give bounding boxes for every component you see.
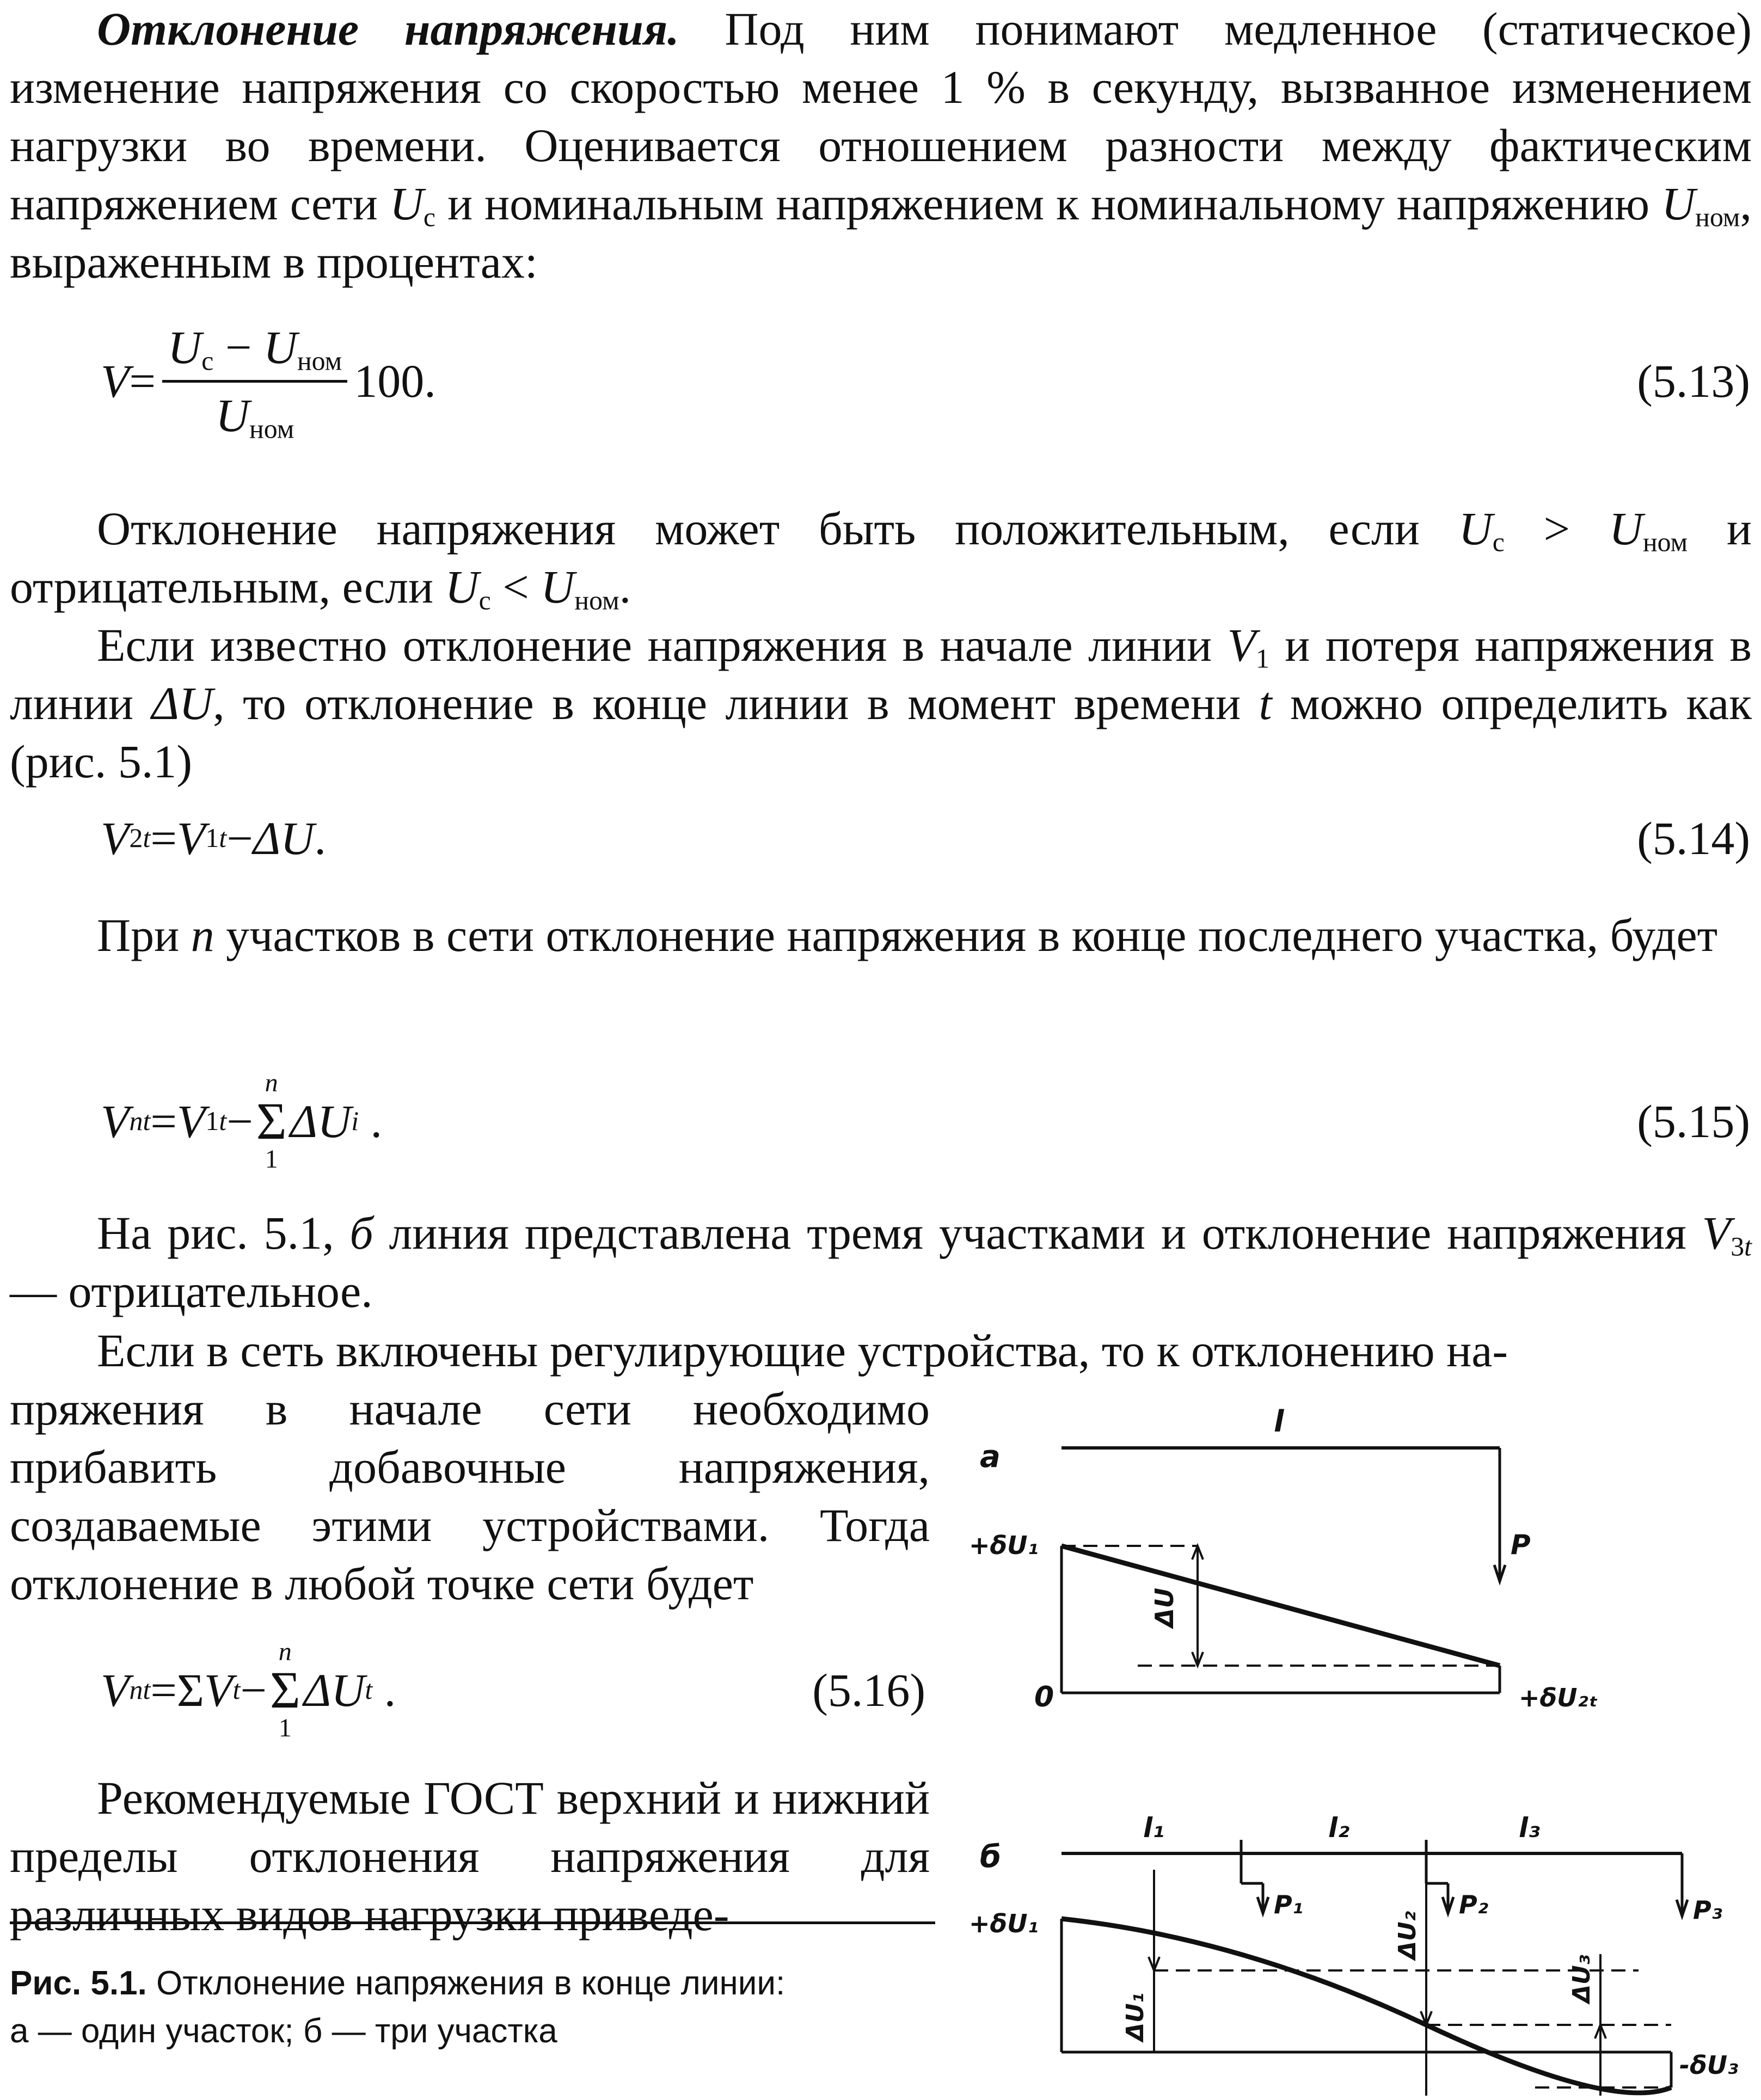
digit: 2 [129,823,143,853]
paragraph-definition [10,0,1752,291]
subscript: ном [574,585,619,616]
subscript [1731,1231,1752,1261]
text: При [97,909,191,961]
symbol: U [168,321,202,373]
numerator [162,320,347,383]
paragraph-sign [10,500,1752,616]
symbol: i [351,1106,359,1136]
symbol: U [541,561,575,613]
symbol: t [219,1106,227,1136]
operator: − [213,321,263,373]
formula [101,1625,396,1755]
symbol: t [143,823,151,853]
paragraph-line-end [10,616,1752,791]
term-heading: Отклонение напряжения. [97,3,679,55]
text: На рис. 5.1, [97,1207,350,1259]
symbol: ΔU [303,1664,365,1716]
text: и отрицательным, если [10,502,1752,613]
subscript: ном [297,345,342,376]
figure-5-1-drawing [958,1399,1758,2096]
symbol: t [143,1675,151,1705]
symbol: U [445,561,479,613]
label-P: P [1511,1529,1531,1561]
figure-caption [10,1960,946,2055]
label-minus-dU3: -δU₃ [1679,2050,1739,2080]
symbol: t [143,1106,151,1136]
label-dU3: ΔU₃ [1568,1954,1596,2003]
text: линия представлена тремя участками и отклонение напряжения [373,1207,1702,1259]
equation-5-16 [0,1625,936,1755]
paragraph-regulators-line1 [10,1322,1752,1380]
symbol: V [101,1095,130,1147]
symbol: V [204,1664,233,1716]
symbol: t [232,1675,241,1705]
label-zero: 0 [1034,1681,1054,1714]
period: . [359,1095,383,1147]
text: Под ним понимают медленное (статическое) изменение напряжения со скоростью менее 1 % в секунду, вызванное изменением нагрузки во времени. Оценивается отношением разности между фактическим напряжением сети [10,3,1752,230]
label-l3: l₃ [1519,1812,1541,1844]
formula [101,1056,382,1187]
label-plus-dU1-a: +δU₁ [969,1531,1039,1560]
lower-limit: 1 [265,1144,278,1174]
symbol: б [349,1207,373,1259]
subscript: ном [1695,202,1740,232]
subscript: ном [249,413,294,444]
symbol: ΔU [151,677,213,729]
subscript: с [1492,527,1505,557]
subscript: с [201,345,214,376]
symbol: V [101,355,130,407]
operator: = [150,1664,177,1716]
label-a: а [980,1439,1001,1475]
digit: 3 [1731,1231,1745,1262]
text: Если в сеть включены регулирующие устройства, то к отклонению на- [97,1324,1508,1377]
symbol: U [1458,502,1493,555]
paragraph-regulators [10,1380,930,1613]
sum-operator [270,1639,300,1741]
text: Отклонение напряжения может быть положительным, если [97,502,1459,555]
operator: > [1504,502,1609,555]
symbol: U [215,389,250,441]
text: участков в сети отклонение напряжения в конце последнего участка, будет [214,909,1718,961]
caption-line-1 [10,1960,946,2007]
text: — отрицательное. [10,1265,373,1317]
paragraph-gost [10,1769,930,1944]
sigma: Σ [269,1661,300,1720]
caption-line-2: а — один участок; б — три участка [10,2012,557,2050]
symbol: U [1609,502,1643,555]
period: . [372,1664,396,1716]
caption-label: Рис. 5.1. [10,1964,147,2002]
equation-5-15 [0,1056,1761,1187]
equation-number: (5.16) [812,1664,925,1716]
symbol: U [389,177,424,230]
constant: 100. [354,355,436,407]
label-P1: P₁ [1274,1890,1303,1919]
label-P3: P₃ [1693,1895,1722,1925]
text: и номинальным напряжением к номинальному напряжению [435,177,1662,230]
subscript: с [478,585,491,616]
symbol: n [191,909,214,961]
sigma: Σ [176,1664,204,1716]
label-l: l [1274,1404,1284,1439]
text: и потеря напряжения в линии [10,619,1752,729]
symbol: ΔU [253,812,315,864]
sum-operator [256,1070,287,1172]
lower-limit: 1 [278,1713,292,1742]
operator: < [490,561,541,613]
label-plus-dU2t: +δU₂ₜ [1519,1683,1598,1712]
equation-5-14 [0,784,1761,893]
text: , выраженным в процентах: [10,177,1752,288]
caption-rule [10,1921,935,1924]
subscript: 1 [1255,643,1269,674]
symbol: V [101,1664,130,1716]
text: пряжения в начале сети необходимо прибавить добавочные напряжения, создаваемые этими устройствами. Тогда отклонение в любой точке сети будет [10,1383,930,1610]
caption-text: Отклонение напряжения в конце линии: [146,1964,786,2002]
symbol: n [129,1106,143,1136]
symbol: t [219,823,227,853]
text: Если известно отклонение напряжения в начале линии [97,619,1228,671]
operator: − [226,812,253,864]
paragraph-n-sections [10,906,1752,965]
voltage-line-a [1061,1546,1500,1666]
upper-limit: n [278,1637,292,1667]
text: , то отклонение в конце линии в момент времени [213,677,1259,729]
symbol: t [365,1675,373,1705]
symbol: V [1702,1207,1731,1259]
label-l1: l₁ [1143,1812,1165,1844]
symbol: V [101,812,130,864]
equation-number: (5.13) [1637,355,1750,407]
text: можно определить как (рис. 5.1) [10,677,1752,788]
symbol: t [1259,677,1272,729]
operator: = [150,812,177,864]
label-dU-a: ΔU [1150,1588,1179,1628]
figure-5-1 [958,1399,1758,2096]
fraction [162,320,347,443]
symbol: U [263,321,297,373]
operator: = [150,1095,177,1147]
label-dU2: ΔU₂ [1394,1911,1421,1960]
period: . [314,812,326,864]
equation-number: (5.14) [1637,812,1750,864]
label-P2: P₂ [1459,1890,1488,1919]
operator: − [226,1095,253,1147]
symbol: V [176,812,206,864]
operator: − [240,1664,267,1716]
subscript: с [423,202,436,232]
label-b: б [980,1839,1002,1875]
text: Рекомендуемые ГОСТ верхний и нижний пределы отклонения напряжения для различных видов нагрузки приведе- [10,1772,930,1941]
equation-5-13 [0,321,1761,444]
subscript: ном [1642,527,1688,557]
equation-number: (5.15) [1637,1095,1750,1147]
symbol: U [1661,177,1696,230]
text: . [619,561,631,613]
denominator [216,383,294,443]
label-l2: l₂ [1328,1812,1350,1844]
upper-limit: n [265,1069,278,1098]
digit: 1 [205,823,219,853]
formula [101,321,436,444]
label-plus-dU1-b: +δU₁ [969,1909,1039,1938]
label-dU1: ΔU₁ [1121,1992,1149,2041]
digit: 1 [205,1106,219,1136]
sigma: Σ [256,1092,287,1151]
symbol: V [176,1095,206,1147]
formula [101,784,326,893]
paragraph-three-sections [10,1204,1752,1321]
symbol: t [1744,1231,1752,1262]
symbol: ΔU [290,1095,352,1147]
operator: = [129,355,156,407]
symbol: n [129,1675,143,1705]
symbol: V [1227,619,1256,671]
